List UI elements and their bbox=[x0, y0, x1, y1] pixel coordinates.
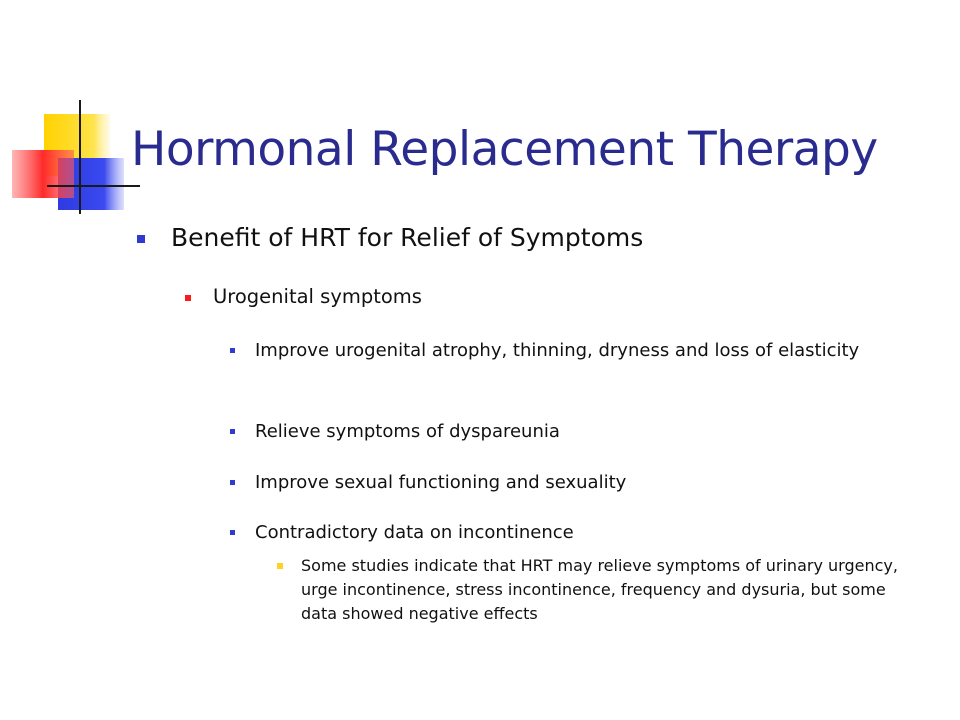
bullet-text: Improve urogenital atrophy, thinning, dryness and loss of elasticity bbox=[255, 340, 860, 361]
bullet-text: Relieve symptoms of dyspareunia bbox=[255, 421, 560, 442]
bullet-level-2 bbox=[213, 285, 933, 309]
bullet-square-icon bbox=[137, 235, 145, 243]
red-square bbox=[12, 150, 74, 198]
bullet-square-icon bbox=[230, 530, 235, 535]
bullet-level-3 bbox=[255, 470, 895, 495]
bullet-square-icon bbox=[230, 480, 235, 485]
bullet-text: Urogenital symptoms bbox=[213, 285, 422, 308]
bullet-level-3 bbox=[255, 338, 895, 363]
decorative-squares-logo bbox=[0, 0, 140, 230]
bullet-level-3 bbox=[255, 419, 895, 444]
bullet-text: Some studies indicate that HRT may relieve symptoms of urinary urgency, urge incontinence, stress incontinence, frequency and dysuria, but some data showed negative effects bbox=[301, 556, 898, 623]
bullet-square-icon bbox=[185, 295, 191, 301]
bullet-text: Improve sexual functioning and sexuality bbox=[255, 472, 627, 493]
slide-title: Hormonal Replacement Therapy bbox=[131, 122, 878, 177]
bullet-text: Benefit of HRT for Relief of Symptoms bbox=[171, 223, 644, 252]
bullet-level-4 bbox=[301, 554, 921, 626]
bullet-level-3 bbox=[255, 520, 895, 545]
bullet-level-1 bbox=[171, 223, 931, 253]
bullet-square-icon bbox=[230, 429, 235, 434]
bullet-square-icon bbox=[230, 348, 235, 353]
bullet-square-icon bbox=[277, 563, 283, 569]
bullet-text: Contradictory data on incontinence bbox=[255, 522, 574, 543]
